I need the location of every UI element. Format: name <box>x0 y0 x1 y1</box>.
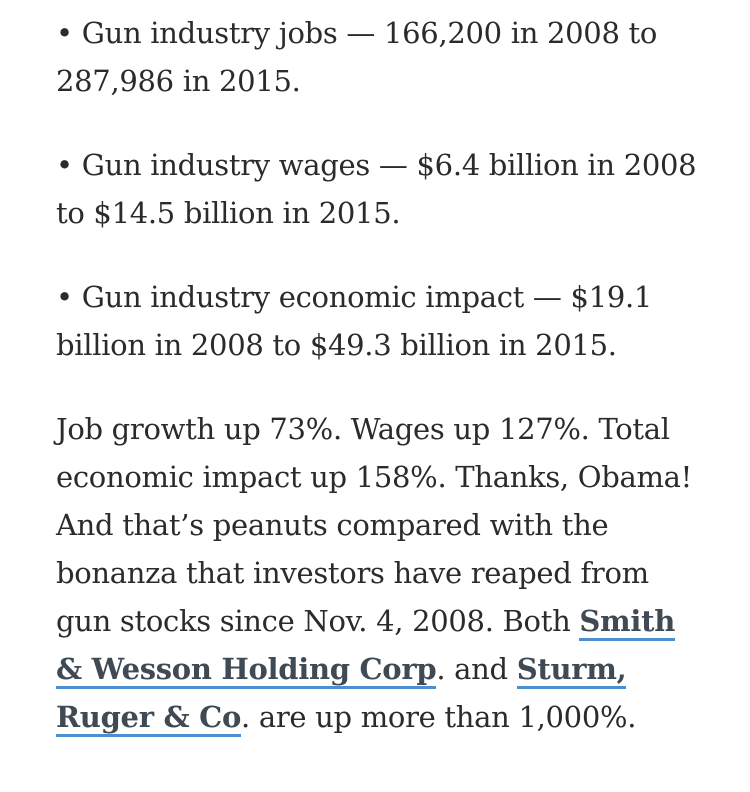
summary-outro-text: . are up more than 1,000%. <box>241 700 637 734</box>
article-body <box>56 9 706 741</box>
bullet-wages: • Gun industry wages — $6.4 billion in 2008 to $14.5 billion in 2015. <box>56 148 697 230</box>
smith-wesson-link[interactable]: Smith & Wesson Holding Corp <box>56 604 675 689</box>
summary-between-text: . and <box>436 652 517 686</box>
bullet-jobs: • Gun industry jobs — 166,200 in 2008 to 287,986 in 2015. <box>56 16 658 98</box>
bullet-economic-impact: • Gun industry economic impact — $19.1 billion in 2008 to $49.3 billion in 2015. <box>56 280 653 362</box>
summary-paragraph <box>56 405 706 741</box>
sturm-ruger-link[interactable]: Sturm, Ruger & Co <box>56 652 626 737</box>
summary-intro-text: Job growth up 73%. Wages up 127%. Total economic impact up 158%. Thanks, Obama! And that’s peanuts compared with the bonanza that investors have reaped from gun stocks since Nov. 4, 2008. Both <box>56 412 693 638</box>
